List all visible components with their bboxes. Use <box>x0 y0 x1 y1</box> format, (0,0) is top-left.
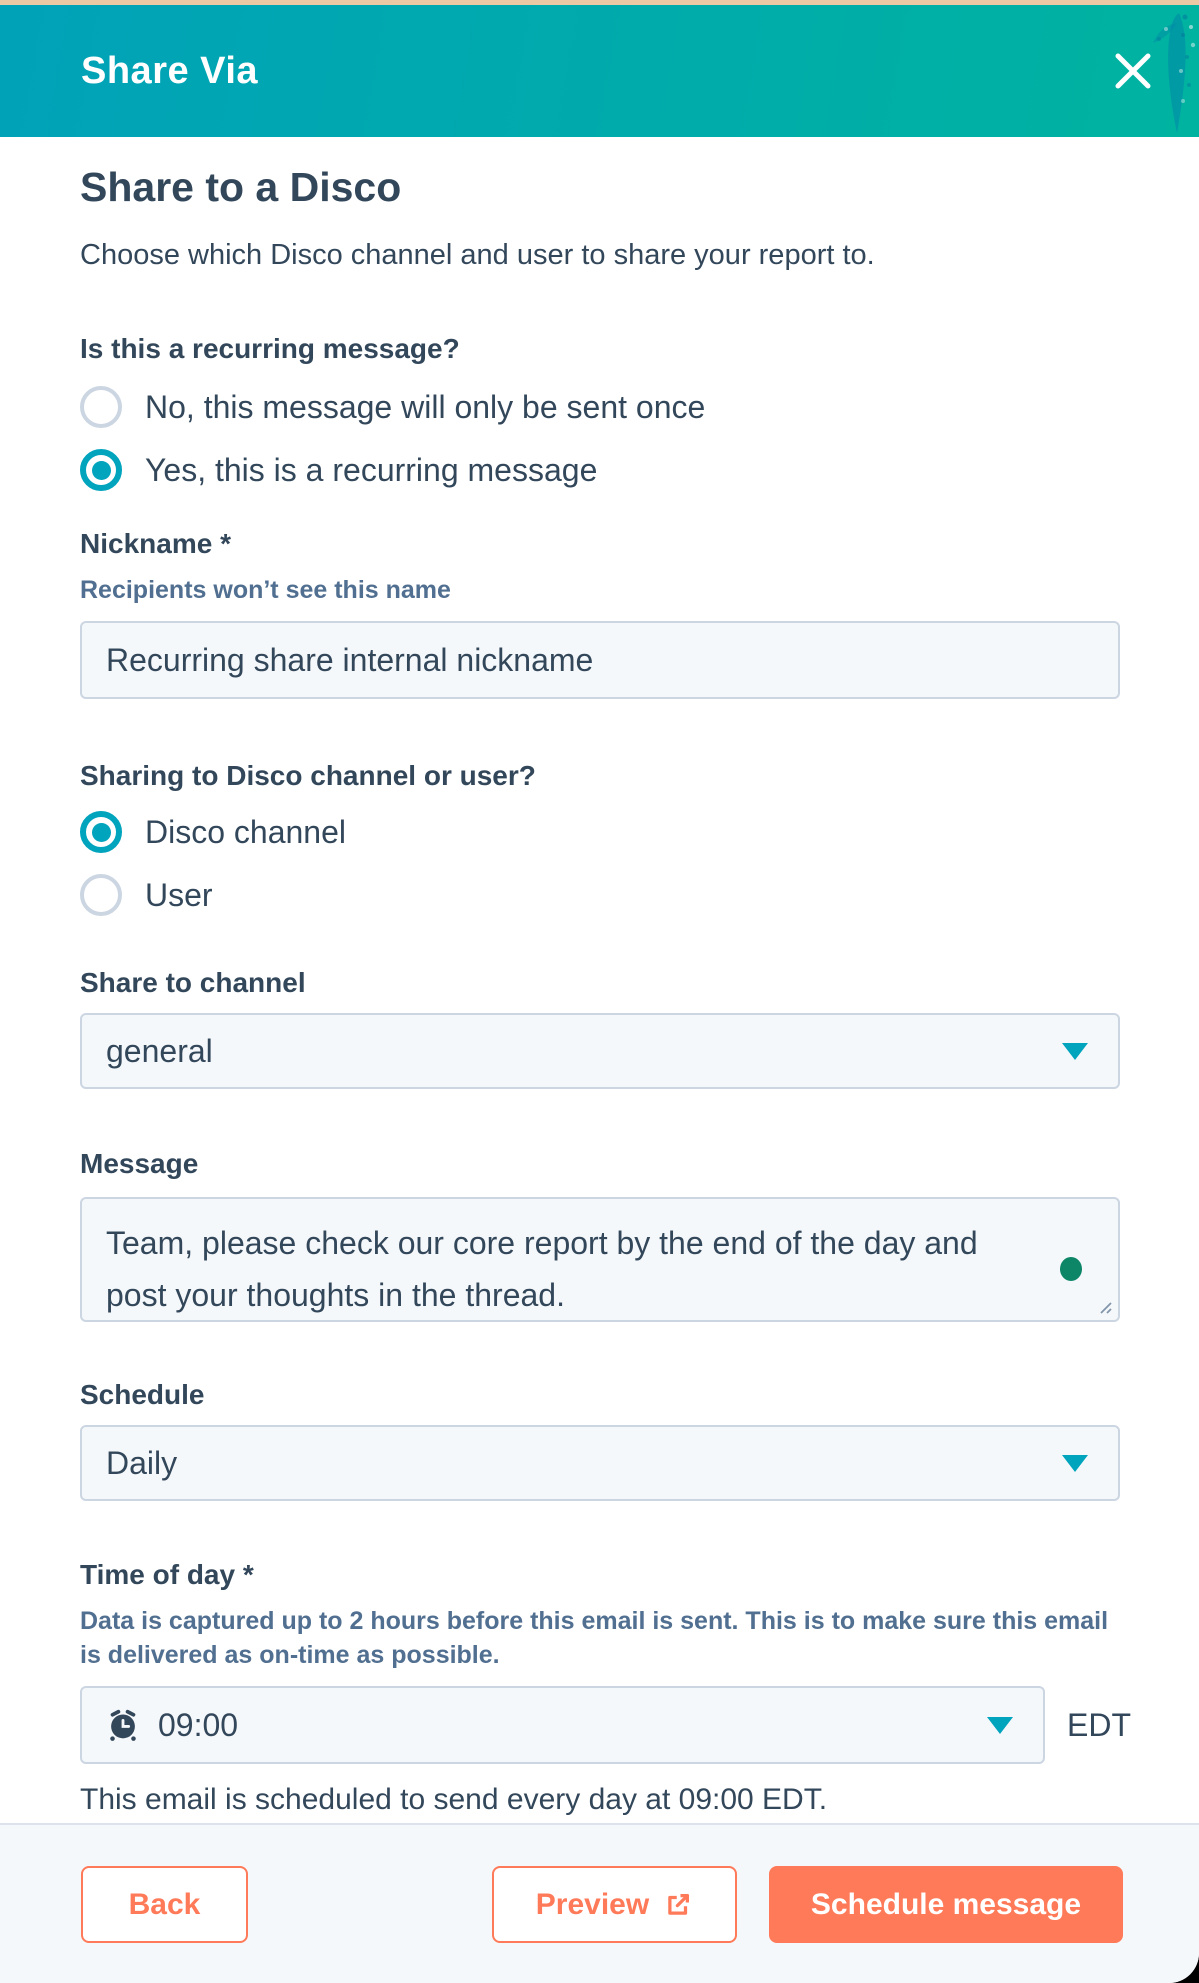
radio-option-label: No, this message will only be sent once <box>145 388 706 425</box>
nickname-label: Nickname * <box>80 528 231 559</box>
page-subtitle: Choose which Disco channel and user to share your report to. <box>80 239 875 271</box>
schedule-select-value: Daily <box>106 1444 178 1481</box>
share-to-channel-label: Share to channel <box>80 967 306 998</box>
back-button[interactable] <box>81 1866 248 1943</box>
channel-select-value: general <box>106 1032 213 1069</box>
target-question-label: Sharing to Disco channel or user? <box>80 760 536 791</box>
close-icon <box>1112 50 1154 92</box>
modal-header-title: Share Via <box>81 49 259 92</box>
time-select-value: 09:00 <box>158 1706 239 1743</box>
message-text: Team, please check our core report by the end of the day and post your thoughts in the thread. <box>106 1225 978 1313</box>
timezone-label: EDT <box>1067 1706 1131 1743</box>
recurring-radio-group <box>80 386 1120 491</box>
radio-option-label: Disco channel <box>145 813 346 850</box>
radio-option-label: User <box>145 876 213 913</box>
radio-option-label: Yes, this is a recurring message <box>145 451 598 488</box>
grammar-status-dot-icon <box>1060 1257 1082 1281</box>
chevron-down-icon <box>1062 1455 1088 1472</box>
schedule-label: Schedule <box>80 1379 205 1410</box>
modal-header <box>0 5 1199 137</box>
resize-handle-icon[interactable] <box>1095 1297 1113 1315</box>
message-textarea[interactable] <box>80 1197 1120 1322</box>
radio-icon[interactable] <box>80 386 122 428</box>
time-row <box>80 1686 1131 1764</box>
time-of-day-help-text: Data is captured up to 2 hours before this email is sent. This is to make sure this email is delivered as on-time as possible. <box>80 1607 1109 1669</box>
modal-footer <box>0 1823 1199 1983</box>
time-of-day-label: Time of day * <box>80 1559 254 1590</box>
radio-option-send-once[interactable] <box>80 386 1120 428</box>
preview-button-label: Preview <box>535 1887 650 1921</box>
schedule-select[interactable] <box>80 1425 1120 1501</box>
target-radio-group <box>80 811 1120 916</box>
channel-select[interactable] <box>80 1013 1120 1089</box>
radio-icon[interactable] <box>80 874 122 916</box>
message-label: Message <box>80 1148 199 1179</box>
page-title: Share to a Disco <box>80 164 402 210</box>
nickname-help-text: Recipients won’t see this name <box>80 576 451 604</box>
radio-option-user[interactable] <box>80 874 1120 916</box>
time-select[interactable] <box>80 1686 1045 1764</box>
nickname-input[interactable] <box>80 621 1120 699</box>
alarm-clock-icon <box>106 1708 140 1742</box>
radio-option-disco-channel[interactable] <box>80 811 1120 853</box>
back-button-label: Back <box>128 1887 201 1921</box>
radio-icon[interactable] <box>80 811 122 853</box>
close-button[interactable] <box>1111 49 1155 93</box>
radio-icon[interactable] <box>80 449 122 491</box>
chevron-down-icon <box>1062 1043 1088 1060</box>
schedule-summary-text: This email is scheduled to send every day at 09:00 EDT. <box>80 1783 828 1816</box>
schedule-message-button[interactable] <box>769 1866 1123 1943</box>
external-link-icon <box>663 1890 693 1920</box>
chevron-down-icon <box>987 1717 1013 1734</box>
recurring-question-label: Is this a recurring message? <box>80 333 460 364</box>
modal-body <box>0 137 1199 1819</box>
schedule-message-button-label: Schedule message <box>810 1887 1082 1921</box>
radio-option-recurring[interactable] <box>80 449 1120 491</box>
preview-button[interactable] <box>492 1866 737 1943</box>
